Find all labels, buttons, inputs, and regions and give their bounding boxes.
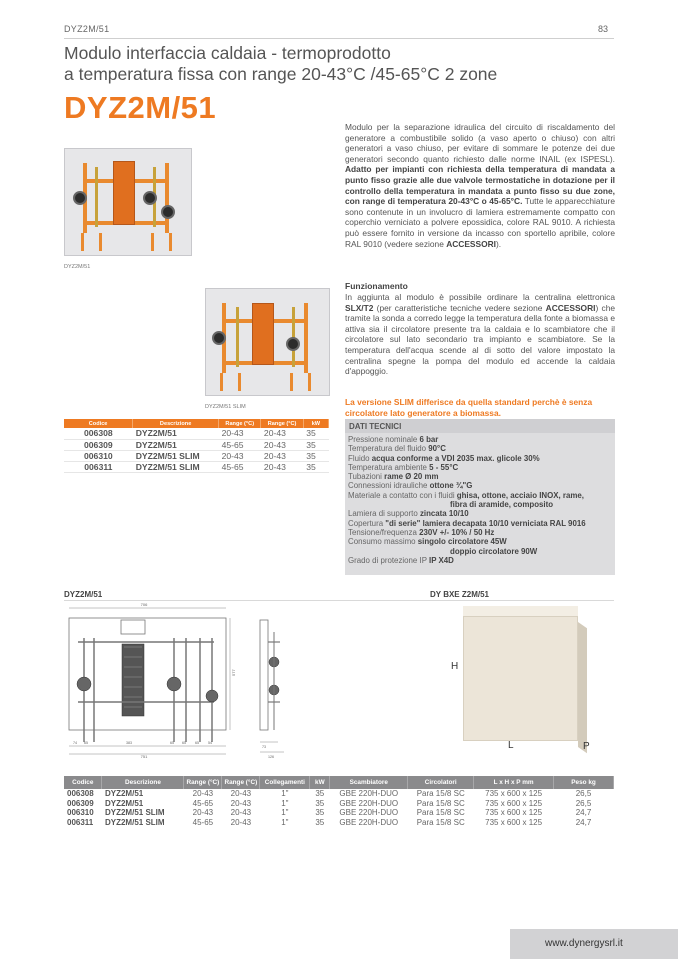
table-cell: 35 xyxy=(315,808,325,818)
table2-header: Codice xyxy=(64,776,102,789)
product-description: Modulo per la separazione idraulica del circuito di riscaldamento del generatore a combustibile solido (a vaso aperto o chiuso) con altri generatori a vaso chiuso, per evitare di sommare le potenze dei due generatori secondo quanto richiesto dalle norme INAIL (ex ISPESL). Adatto per impianti con richiesta della temperatura di mandata a punto fisso grazie alle due valvole termostatiche in dotazione per il controllo della temperatura in mandata a punto fisso su due zone, con range di temperatura 20-43°C o 45-65°C. Tutte le apparecchiature sono contenute in un involucro di lamiera estremamente compatto con coperchio verniciato a polvere epossidica, colore RAL 9010. A richiesta può essere fornito in versione da incasso con sportello apribile, colore RAL 9010 (vedere sezione ACCESSORI). xyxy=(345,122,615,249)
title-line-1: Modulo interfaccia caldaia - termoprodotto xyxy=(64,43,391,63)
table-cell: 20-43 xyxy=(230,817,252,827)
table-cell: 735 x 600 x 125 xyxy=(485,789,543,798)
image-caption-slim: DYZ2M/51 SLIM xyxy=(205,404,246,410)
dim-seg-5: 65 xyxy=(182,741,186,745)
tech-row: Grado di protezione IP IP X4D xyxy=(348,555,454,565)
table-row xyxy=(64,450,329,461)
table-row xyxy=(64,808,614,818)
table1-header: Descrizione xyxy=(133,419,219,428)
tech-row: Tubazioni rame Ø 20 mm xyxy=(348,472,439,482)
tech-row: Consumo massimo singolo circolatore 45W xyxy=(348,537,507,547)
table-cell: 20-43 xyxy=(261,428,303,439)
dim-height: 577 xyxy=(231,669,236,676)
table-cell: 26,5 xyxy=(575,798,592,808)
table-cell: 20-43 xyxy=(230,789,252,798)
table-cell: 20-43 xyxy=(219,428,261,439)
table-row xyxy=(64,461,329,472)
header-divider xyxy=(64,38,614,39)
dim-width-top: 706 xyxy=(140,602,148,607)
table-cell: Para 15/8 SC xyxy=(416,798,465,808)
table-cell: 45-65 xyxy=(219,461,261,472)
funzionamento-title: Funzionamento xyxy=(345,281,408,291)
table2-header: Peso kg xyxy=(554,776,614,789)
dim-seg-2: 65 xyxy=(84,741,88,745)
table-cell: 20-43 xyxy=(261,461,303,472)
technical-drawing xyxy=(64,602,294,762)
table-cell: 20-43 xyxy=(261,450,303,461)
table-cell: DYZ2M/51 SLIM xyxy=(104,808,165,818)
box-side-face xyxy=(578,622,587,753)
table-cell: 26,5 xyxy=(575,789,592,798)
table2-header: Collegamenti xyxy=(260,776,310,789)
box-label-p: P xyxy=(583,741,590,752)
table-cell: 006310 xyxy=(64,450,133,461)
box-top-face xyxy=(463,606,578,616)
table-cell: 735 x 600 x 125 xyxy=(485,808,543,818)
table-cell: 20-43 xyxy=(192,789,214,798)
table-cell: 735 x 600 x 125 xyxy=(485,817,543,827)
drawing-divider xyxy=(64,600,614,601)
table-cell: 006308 xyxy=(64,428,133,439)
tech-row: Fluido acqua conforme a VDI 2035 max. glicole 30% xyxy=(348,453,540,463)
table-row xyxy=(64,789,614,799)
table-cell: DYZ2M/51 xyxy=(133,428,219,439)
box-front-face xyxy=(463,616,578,741)
tech-row: Temperatura del fluido 90°C xyxy=(348,444,446,454)
table-cell: DYZ2M/51 SLIM xyxy=(133,450,219,461)
tech-row: doppio circolatore 90W xyxy=(450,546,538,556)
table-cell: 35 xyxy=(315,789,325,798)
technical-data-rows xyxy=(348,435,612,565)
dim-side-1: 73 xyxy=(262,745,266,749)
table-cell: 006310 xyxy=(67,808,94,818)
table-cell: 35 xyxy=(303,461,328,472)
table-cell: DYZ2M/51 SLIM xyxy=(104,817,165,827)
tech-row: Connessioni idrauliche ottone ¾"G xyxy=(348,481,473,491)
table2-header: Range (°C) xyxy=(184,776,222,789)
tech-row: Copertura "di serie" lamiera decapata 10/10 verniciata RAL 9016 xyxy=(348,518,586,528)
table-cell: GBE 220H-DUO xyxy=(339,817,399,827)
specs-table xyxy=(64,776,614,827)
table-cell: 1" xyxy=(281,817,289,827)
table-cell: 35 xyxy=(303,450,328,461)
table-row xyxy=(64,439,329,450)
table2-header: Scambiatore xyxy=(330,776,408,789)
header-code: DYZ2M/51 xyxy=(64,24,110,34)
table-cell: 006309 xyxy=(67,798,94,808)
table-cell: Para 15/8 SC xyxy=(416,808,465,818)
table1-header: Range (°C) xyxy=(219,419,261,428)
image-caption-standard: DYZ2M/51 xyxy=(64,264,91,270)
table1-header: Range (°C) xyxy=(261,419,303,428)
box-label-l: L xyxy=(508,740,514,751)
product-image-slim xyxy=(205,288,330,396)
table-cell: GBE 220H-DUO xyxy=(339,808,399,818)
table-cell: DYZ2M/51 xyxy=(104,798,144,808)
table-row xyxy=(64,799,614,809)
codes-table xyxy=(64,419,329,473)
tech-row: Lamiera di supporto zincata 10/10 xyxy=(348,509,469,519)
table-cell: 35 xyxy=(315,798,325,808)
tech-row: Temperatura ambiente 5 - 55°C xyxy=(348,462,459,472)
funzionamento-text: In aggiunta al modulo è possibile ordinare la centralina elettronica SLX/T2 (per caratteristiche tecniche vedere sezione ACCESSORI) che tramite la sonda a corredo legge la temperatura della fonte a biomassa e attiva sia il circolatore presente tra la caldaia e lo scambiatore che il circolatore sul lato secondario tra impianto e scambiatore. Se la temperatura dell'acqua scende al di sotto del valore impostato la centralina spegne la pompa del modulo ed accende la caldaia d'appoggio. xyxy=(345,292,616,377)
table-cell: 1" xyxy=(281,789,289,798)
website-link[interactable]: www.dynergysrl.it xyxy=(545,938,623,949)
table-cell: 45-65 xyxy=(219,439,261,450)
table-cell: 1" xyxy=(281,808,289,818)
table1-header: Codice xyxy=(64,419,133,428)
table-cell: DYZ2M/51 xyxy=(104,789,144,798)
box-label-h: H xyxy=(451,661,459,672)
table-cell: 35 xyxy=(303,428,328,439)
title-line-2: a temperatura fissa con range 20-43°C /45-65°C 2 zone xyxy=(64,64,498,84)
table-cell: GBE 220H-DUO xyxy=(339,789,399,798)
dim-seg-3: 383 xyxy=(126,741,132,745)
slim-note: La versione SLIM differisce da quella standard perchè è senza circolatore lato generatore a biomassa. xyxy=(345,397,593,418)
table-cell: DYZ2M/51 xyxy=(133,439,219,450)
table-cell: 20-43 xyxy=(230,798,252,808)
table-cell: Para 15/8 SC xyxy=(416,817,465,827)
table-row xyxy=(64,428,329,439)
product-image-standard xyxy=(64,148,192,256)
table2-header: Circolatori xyxy=(408,776,474,789)
table2-header: kW xyxy=(310,776,330,789)
table2-header: Descrizione xyxy=(102,776,184,789)
table-cell: 24,7 xyxy=(575,808,592,818)
table-cell: GBE 220H-DUO xyxy=(339,798,399,808)
table-cell: 006311 xyxy=(64,461,133,472)
table2-header: L x H x P mm xyxy=(474,776,554,789)
table-cell: 006309 xyxy=(64,439,133,450)
table-cell: 1" xyxy=(281,798,289,808)
technical-data-title: DATI TECNICI xyxy=(345,419,615,433)
tech-row: fibra di aramide, composito xyxy=(450,500,554,510)
table1-header: kW xyxy=(303,419,328,428)
dim-seg-1: 74 xyxy=(73,741,77,745)
page-title xyxy=(64,43,584,85)
table-row xyxy=(64,818,614,828)
dim-seg-7: 54 xyxy=(208,741,212,745)
dim-total: 751 xyxy=(140,754,148,759)
table-cell: 45-65 xyxy=(192,817,214,827)
dim-side-2: 126 xyxy=(268,755,274,759)
table2-header: Range (°C) xyxy=(222,776,260,789)
table-cell: 35 xyxy=(315,817,325,827)
tech-row: Materiale a contatto con i fluidi ghisa, ottone, acciaio INOX, rame, xyxy=(348,490,584,500)
table-cell: Para 15/8 SC xyxy=(416,789,465,798)
tech-row: Tensione/frequenza 230V +/- 10% / 50 Hz xyxy=(348,527,495,537)
table-cell: 20-43 xyxy=(230,808,252,818)
table-cell: DYZ2M/51 SLIM xyxy=(133,461,219,472)
page-number: 83 xyxy=(598,24,609,34)
table-cell: 45-65 xyxy=(192,798,214,808)
table-cell: 735 x 600 x 125 xyxy=(485,798,543,808)
table-cell: 35 xyxy=(303,439,328,450)
table-cell: 006308 xyxy=(67,789,94,798)
tech-row: Pressione nominale 6 bar xyxy=(348,435,439,444)
table-cell: 24,7 xyxy=(575,817,592,827)
technical-data-box xyxy=(345,419,615,575)
drawing-label-front: DYZ2M/51 xyxy=(64,590,103,599)
drawing-label-box: DY BXE Z2M/51 xyxy=(430,590,489,599)
product-title: DYZ2M/51 xyxy=(64,90,217,125)
dim-seg-4: 65 xyxy=(170,741,174,745)
table-cell: 20-43 xyxy=(261,439,303,450)
table-cell: 20-43 xyxy=(192,808,214,818)
table-cell: 006311 xyxy=(67,817,94,827)
dim-seg-6: 65 xyxy=(195,741,199,745)
table-cell: 20-43 xyxy=(219,450,261,461)
